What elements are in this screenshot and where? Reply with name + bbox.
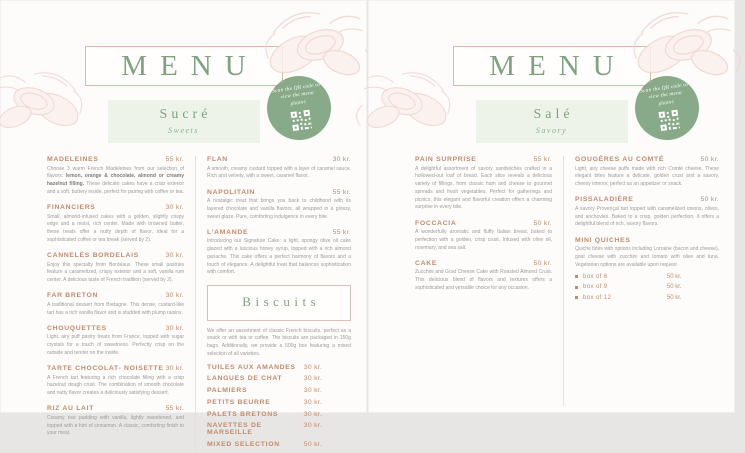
item-name: RIZ AU LAIT <box>47 405 95 413</box>
item-name: FOCCACIA <box>415 219 457 227</box>
item-description: Zucchini and Goat Cheese Cake with Roasted Almond Crust. This delicious blend of flavors and textures offers a sophisticated and versatile choice for any occasion. <box>415 269 552 291</box>
menu-item-foccacia <box>415 220 552 253</box>
item-name: PETITS BEURRE <box>207 398 271 406</box>
item-price: 50 kr. <box>700 196 719 204</box>
item-name: TARTE CHOCOLAT- NOISETTE <box>47 365 164 372</box>
menu-item-madeleines <box>47 156 184 197</box>
section-band <box>476 100 628 143</box>
section-subtitle: Sweets <box>168 126 199 135</box>
menu-item-gougeres <box>575 156 719 189</box>
option-label: box of 6 <box>583 273 608 280</box>
item-price: 55 kr. <box>332 188 351 196</box>
menu-item-far-breton <box>47 292 184 317</box>
item-price: 30 kr. <box>165 324 184 332</box>
item-description: A nostalgic treat that brings you back to childhood with its layered chocolate and vanilla flavors, all wrapped in a glossy, sweet glaze. Pure, comforting indulgence in every bite. <box>207 198 351 220</box>
quiche-option <box>575 295 682 301</box>
menu-item-cake <box>415 260 552 293</box>
item-name: GOUGÈRES AU COMTÉ <box>575 156 665 163</box>
item-description: A savory Provençal tart topped with caramelized onions, olives, and anchovies. Baked to a crisp, golden perfection, it offers a delightful blend of rich, savory flavors. <box>575 205 719 228</box>
item-description: A traditional dessert from Bretagne. This dense, custard-like tart has a rich vanilla flavor and is studded with plump raisins. <box>47 301 184 316</box>
biscuit-row <box>207 441 322 448</box>
square-bullet-icon <box>575 275 578 278</box>
item-price: 30 kr. <box>165 365 184 372</box>
menu-item-tarte-chocolat <box>47 365 184 398</box>
quiche-option <box>575 274 682 280</box>
item-name: TUILES AUX AMANDES <box>207 363 296 371</box>
item-description: Choose 3 warm French Madeleines from our selection of flavors: lemon, orange & chocolate, almond or creamy hazelnut filling. These delicate cakes have a crisp exterior and a soft, buttery inside, perfect for pairing with coffee or tea. <box>47 165 184 195</box>
section-band <box>108 100 260 143</box>
item-description: Light, airy puff pastry treats from France, topped with sugar crystals for a touch of sweetness. Perfectly crisp on the outside and tender on the inside. <box>47 334 184 356</box>
item-price: 30 kr. <box>332 156 351 163</box>
biscuits-title: Biscuits <box>242 293 321 309</box>
item-name: CAKE <box>415 259 438 267</box>
item-name: PISSALADIÈRE <box>575 196 634 204</box>
quiche-option <box>575 284 682 290</box>
option-label: box of 9 <box>583 284 608 291</box>
sweet-content <box>0 156 367 453</box>
item-name: FINANCIERS <box>47 204 96 211</box>
qr-code-icon <box>657 108 681 132</box>
item-name: FAR BRETON <box>47 292 99 300</box>
option-price: 50 kr. <box>666 273 682 280</box>
sweet-column-1 <box>47 156 184 446</box>
item-price: 30 kr. <box>165 292 184 300</box>
biscuits-header-box <box>207 285 351 321</box>
item-price: 55 kr. <box>165 405 184 413</box>
quiche-options <box>575 274 719 301</box>
menu-item-canneles <box>47 252 184 285</box>
section-title: Sucré <box>159 107 212 122</box>
item-price: 30 kr. <box>303 422 323 430</box>
almond-sketch-icon <box>0 50 88 142</box>
item-description: A smooth, creamy custard topped with a layer of caramel sauce. Rich and velvety, with a sweet, caramel flavor. <box>207 165 351 180</box>
square-bullet-icon <box>575 296 578 299</box>
item-description: Small, almond-infused cakes with a golden, slightly crispy edge and a moist, rich center. Made with browned butter, these treats offer a nutty depth of flavor, ideal for a sophisticated coffee or tea break (served by 2). <box>47 213 184 243</box>
section-subtitle: Savory <box>535 126 568 135</box>
page-title: MENU <box>489 49 627 82</box>
item-name: MIXED SELECTION <box>207 441 280 449</box>
item-price: 50 kr. <box>303 441 323 449</box>
item-name: PALETS BRETONS <box>207 410 279 418</box>
biscuit-row <box>207 399 322 406</box>
qr-code-icon <box>289 108 313 132</box>
sweet-column-2 <box>195 156 351 453</box>
item-price: 50 kr. <box>700 156 719 163</box>
menu-item-pain-surprise <box>415 156 552 212</box>
biscuit-row <box>207 375 322 382</box>
item-name: PAIN SURPRISE <box>415 156 477 163</box>
item-price: 30 kr. <box>303 398 323 406</box>
menu-item-lamande <box>207 229 351 277</box>
item-name: LANGUES DE CHAT <box>207 375 283 383</box>
savory-content <box>368 156 735 406</box>
item-price: 55 kr. <box>332 228 351 236</box>
item-price: 50 kr. <box>533 219 552 227</box>
section-title: Salé <box>533 107 574 122</box>
title-frame <box>453 46 651 86</box>
menu-item-flan <box>207 156 351 181</box>
item-name: FLAN <box>207 156 228 163</box>
item-description: A French tart featuring a rich chocolate filling with a crisp hazelnut dough crust. The combination of smooth chocolate and nutty flavor creates a deliciously satisfying dessert. <box>47 374 184 396</box>
option-price: 50 kr. <box>666 294 682 301</box>
almond-sketch-icon <box>352 50 456 142</box>
menu-item-pissaladiere <box>575 196 719 229</box>
square-bullet-icon <box>575 286 578 289</box>
item-price: 30 kr. <box>303 375 323 383</box>
qr-badge-text: Scan the QR code to view the menu photos <box>640 82 689 107</box>
item-price: 30 kr. <box>303 387 323 395</box>
option-price: 50 kr. <box>666 284 682 291</box>
biscuit-row <box>207 387 322 394</box>
item-description: A delightful assortment of savory sandwiches crafted in a hollowed-out loaf of bread. Each slice reveals a delicious variety of fillings, from classic ham and cheese to gourmet spreads and fresh vegetables. Perfect for gatherings and picnics, this elegant and flavorful creation offers a charming surprise in every bite. <box>415 165 552 211</box>
biscuit-row <box>207 422 322 436</box>
page-savory <box>368 0 735 413</box>
title-frame <box>85 46 283 86</box>
qr-badge-text: Scan the QR code to view the menu photos <box>272 82 321 107</box>
biscuit-row <box>207 364 322 371</box>
item-name: CHOUQUETTES <box>47 324 107 332</box>
item-price: 55 kr. <box>533 156 552 163</box>
item-name: L'AMANDE <box>207 228 249 236</box>
item-price: 30 kr. <box>165 252 184 259</box>
item-description: A wonderfully aromatic and fluffy Italian bread, baked to perfection with a golden, crisp crust. Infused with olive oil, rosemary, and sea salt. <box>415 229 552 251</box>
page-sweet <box>0 0 367 449</box>
menu-item-napolitain <box>207 189 351 222</box>
menu-item-financiers <box>47 204 184 245</box>
biscuits-intro: We offer an assortment of classic French biscuits, perfect as a snack or with tea or coffee. The biscuits are packaged in 150g bags. Additionally, we provide a 500g box featuring a mixed selection of all varieties. <box>207 327 351 357</box>
item-price: 30 kr. <box>303 410 323 418</box>
item-description: Introducing our Signature Cake: a light, spongy olive oil cake glazed with a luscious honey syrup, topped with a rich almond ganache. This cake offers a perfect harmony of flavors and a touch of elegance. A delightful treat that balances sophistication with comfort. <box>207 238 351 276</box>
item-price: 30 kr. <box>165 204 184 211</box>
item-name: NAVETTES DE MARSEILLE <box>207 422 262 437</box>
biscuit-row <box>207 411 322 418</box>
menu-item-mini-quiches <box>575 237 719 301</box>
item-name: NAPOLITAIN <box>207 188 256 196</box>
option-label: box of 12 <box>583 294 612 301</box>
page-title: MENU <box>121 49 259 82</box>
item-name: PALMIERS <box>207 387 248 395</box>
item-price: 50 kr. <box>533 259 552 267</box>
item-description: Creamy rice pudding with vanilla, lightly sweetened, and topped with a hint of cinnamon. A classic, comforting finish to your meal. <box>47 414 184 437</box>
item-name: MINI QUICHES <box>575 236 631 244</box>
item-name: CANNELÉS BORDELAIS <box>47 252 139 259</box>
item-price: 55 kr. <box>165 156 184 163</box>
item-description: Quiche bites with options including Lorraine (bacon and cheese), goat cheese with zucchini and tomato with olive and tuna. Vegetarian options are available upon request <box>575 246 719 268</box>
item-name: MADELEINES <box>47 156 99 163</box>
item-price: 30 kr. <box>303 363 323 371</box>
item-description: Enjoy this specialty from Bordeaux. These small pastries feature a caramelized, crispy exterior and a soft, vanilla rum center. A delicious taste of French tradition (served by 2). <box>47 261 184 283</box>
savory-column-2 <box>563 156 719 406</box>
menu-item-riz-au-lait <box>47 405 184 438</box>
item-description: Light, airy cheese puffs made with rich Comté cheese. These elegant bites feature a delicate, golden crust and a savory, cheesy interior, perfect as an appetizer or snack. <box>575 165 719 187</box>
menu-item-chouquettes <box>47 325 184 358</box>
savory-column-1 <box>415 156 552 300</box>
